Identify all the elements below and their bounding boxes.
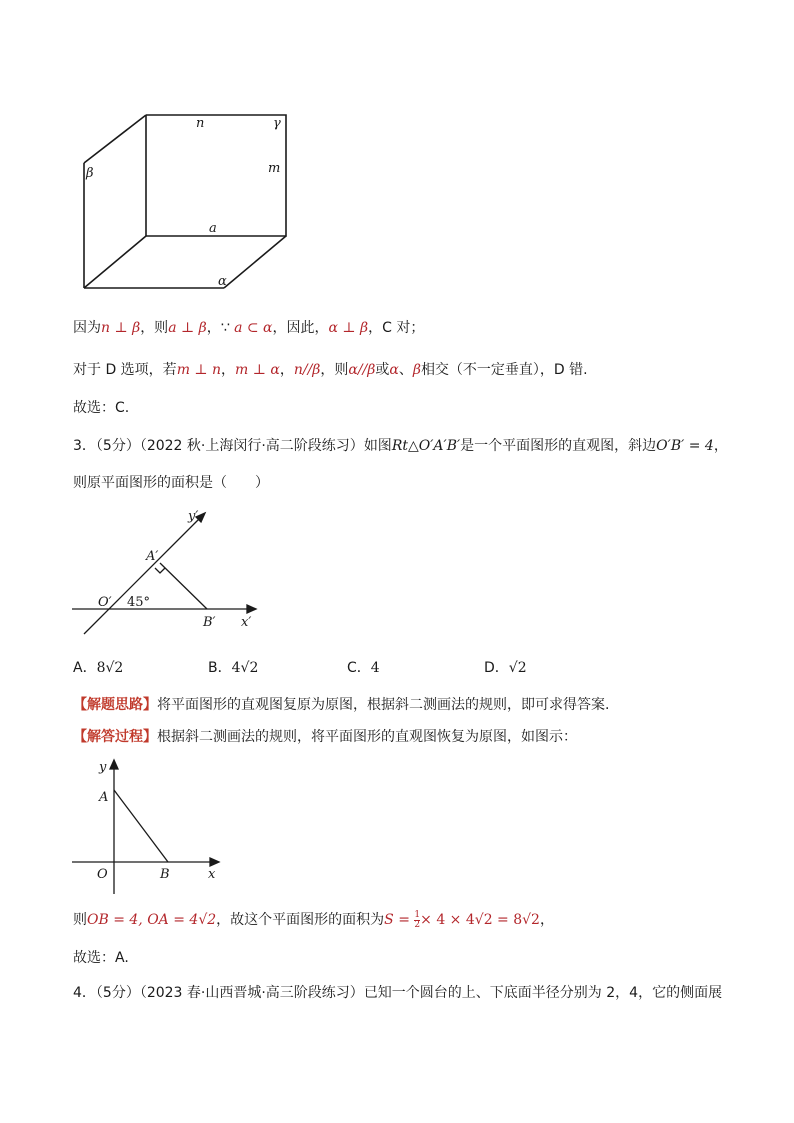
text: 相交（不一定垂直），D 错. <box>420 362 588 378</box>
text: ，C 对； <box>368 320 425 336</box>
label-x: x <box>208 867 216 882</box>
math-a-perp-beta: a ⊥ β <box>168 320 207 336</box>
option-value: 4 <box>370 660 380 676</box>
label-beta: β <box>86 166 94 181</box>
math-area-prefix: S = <box>384 912 415 928</box>
text: 是一个平面图形的直观图，斜边 <box>460 438 657 454</box>
text: 如图 <box>363 438 392 454</box>
math-alpha-parallel-beta: α//β <box>348 362 376 378</box>
math-alpha: α <box>389 362 399 378</box>
label-gamma: γ <box>273 116 281 131</box>
math-lengths: OB = 4, OA = 4√2 <box>87 912 217 928</box>
label-45-degrees: 45° <box>127 595 151 610</box>
text: ， <box>713 438 728 454</box>
text: ， <box>221 362 236 378</box>
text: ，故这个平面图形的面积为 <box>216 912 385 928</box>
label-x-prime: x′ <box>241 615 252 630</box>
text: ， <box>279 362 294 378</box>
label-y: y <box>99 760 107 775</box>
fraction-numerator: 1 <box>414 909 421 920</box>
solution-result <box>73 910 554 930</box>
text: 、 <box>398 362 413 378</box>
math-a-subset-alpha: a ⊂ α <box>234 320 273 336</box>
text: 因为 <box>73 320 101 336</box>
question-number: 4．（5分） <box>73 985 140 1001</box>
text: 或 <box>375 362 390 378</box>
label-a: A <box>99 790 109 805</box>
math-n-perp-beta: n ⊥ β <box>101 320 141 336</box>
math-hypotenuse: O′B′ = 4 <box>656 438 714 454</box>
option-key: B． <box>208 660 232 676</box>
option-key: C． <box>347 660 371 676</box>
label-m: m <box>268 161 281 176</box>
x-arrow <box>210 858 219 866</box>
text: 对于 D 选项，若 <box>73 362 177 378</box>
math-m-perp-alpha: m ⊥ α <box>235 362 280 378</box>
math-n-parallel-beta: n//β <box>293 362 321 378</box>
process-tag: 【解答过程】 <box>73 729 157 745</box>
question-source: （2023 春·山西晋城·高三阶段练习） <box>139 985 364 1001</box>
text: ，则 <box>140 320 169 336</box>
segment-a-b <box>114 790 168 862</box>
label-o: O <box>97 867 108 882</box>
process-text: 根据斜二测画法的规则，将平面图形的直观图恢复为原图，如图示： <box>157 729 577 745</box>
math-beta: β <box>412 362 421 378</box>
text: ， <box>539 912 554 928</box>
text: ，因此， <box>272 320 329 336</box>
label-a-prime: A′ <box>146 549 159 564</box>
thinking-tag: 【解题思路】 <box>73 697 157 713</box>
fraction-denominator: 2 <box>414 919 421 930</box>
label-n: n <box>196 116 205 131</box>
thinking-text: 将平面图形的直观图复原为原图，根据斜二测画法的规则，即可求得答案. <box>157 697 610 713</box>
option-value: √2 <box>508 660 527 676</box>
question-number: 3．（5分） <box>73 438 140 454</box>
label-b-prime: B′ <box>203 615 216 630</box>
y-arrow <box>110 760 118 769</box>
option-key: D． <box>484 660 509 676</box>
option-value: 4√2 <box>231 660 259 676</box>
question-3-line2: 则原平面图形的面积是（ ） <box>73 475 269 491</box>
question-source: （2022 秋·上海闵行·高二阶段练习） <box>139 438 364 454</box>
answer-c: 故选：C. <box>73 400 130 416</box>
question-text: 已知一个圆台的上、下底面半径分别为 2，4，它的侧面展 <box>363 985 723 1001</box>
text: ，则 <box>320 362 349 378</box>
label-y-prime: y′ <box>188 509 199 524</box>
math-area-expression: × 4 × 4√2 = 8√2 <box>420 912 540 928</box>
label-a: a <box>209 221 217 236</box>
question-4-line1 <box>73 983 722 1003</box>
text: 则 <box>73 912 87 928</box>
label-b: B <box>160 867 170 882</box>
math-alpha-perp-beta: α ⊥ β <box>328 320 369 336</box>
label-o-prime: O′ <box>98 595 112 610</box>
text: ，∵ <box>206 320 235 336</box>
label-alpha: α <box>218 274 227 289</box>
math-triangle: Rt△O′A′B′ <box>391 438 461 454</box>
answer-a: 故选：A. <box>73 950 129 966</box>
option-value: 8√2 <box>96 660 124 676</box>
option-key: A． <box>73 660 97 676</box>
math-m-perp-n: m ⊥ n <box>176 362 222 378</box>
